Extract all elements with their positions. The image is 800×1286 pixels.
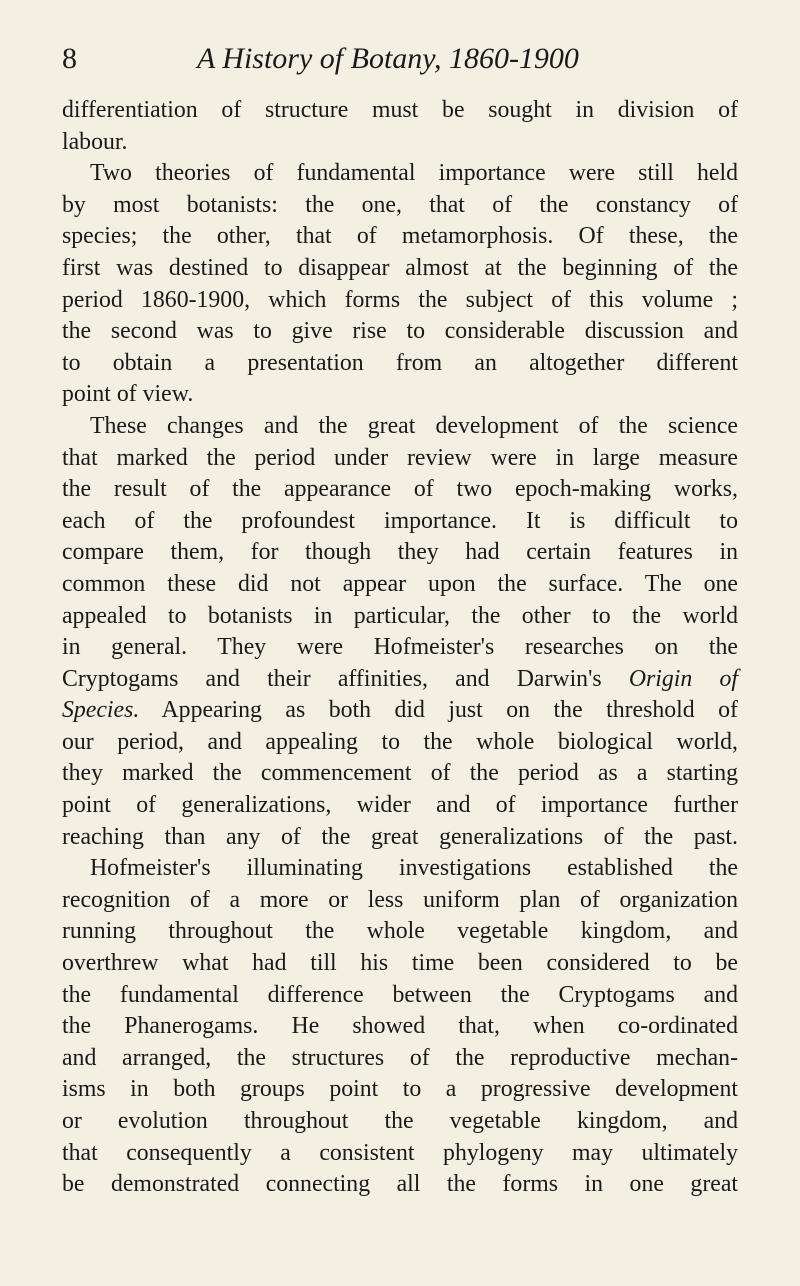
- text-line: that consequently a consistent phylogeny may ultimately: [62, 1139, 738, 1166]
- text-line: point of view.: [62, 381, 194, 408]
- text-line: recognition of a more or less uniform plan of organization: [62, 886, 738, 913]
- text-line: labour.: [62, 128, 128, 155]
- text-line: they marked the commencement of the period as a starting: [62, 760, 738, 787]
- text-line: the result of the appearance of two epoch-making works,: [62, 476, 738, 503]
- text-line: Two theories of fundamental importance were still held: [90, 160, 738, 187]
- italic-title-fragment: Species.: [62, 697, 140, 724]
- text-line-with-italic: [62, 695, 738, 727]
- text-line: Hofmeister's illuminating investigations established the: [90, 855, 738, 882]
- text-line: to obtain a presentation from an altogether different: [62, 349, 738, 376]
- text-line: by most botanists: the one, that of the constancy of: [62, 191, 738, 218]
- text-line: appealed to botanists in particular, the other to the world: [62, 602, 738, 629]
- text-line: the Phanerogams. He showed that, when co-ordinated: [62, 1013, 738, 1040]
- text-line: overthrew what had till his time been considered to be: [62, 950, 738, 977]
- text-line: in general. They were Hofmeister's researches on the: [62, 634, 738, 661]
- running-head: [62, 42, 738, 82]
- text-line: our period, and appealing to the whole biological world,: [62, 728, 738, 755]
- text-line: first was destined to disappear almost at the beginning of the: [62, 254, 738, 281]
- text-line: compare them, for though they had certain features in: [62, 539, 738, 566]
- text-line: These changes and the great development of the science: [90, 412, 738, 439]
- text-line-with-italic: [62, 664, 738, 696]
- book-title: A History of Botany, 1860-1900: [197, 42, 579, 75]
- text-line: isms in both groups point to a progressive development: [62, 1076, 738, 1103]
- text-line: differentiation of structure must be sought in division of: [62, 97, 738, 123]
- body-text: [62, 95, 738, 1201]
- text-line: period 1860-1900, which forms the subject of this volume ;: [62, 286, 738, 313]
- text-line: that marked the period under review were in large measure: [62, 444, 738, 471]
- text-line: point of generalizations, wider and of importance further: [62, 792, 738, 819]
- italic-title-fragment: Origin of: [628, 665, 738, 692]
- text-line: the second was to give rise to considerable discussion and: [62, 318, 738, 345]
- text-fragment: Cryptogams and their affinities, and Darwin's: [62, 665, 629, 692]
- text-line: or evolution throughout the vegetable kingdom, and: [62, 1108, 738, 1134]
- page-number: 8: [62, 42, 77, 75]
- text-line: common these did not appear upon the surface. The one: [62, 570, 738, 597]
- text-line: reaching than any of the great generalizations of the past.: [62, 823, 738, 850]
- text-line: each of the profoundest importance. It is difficult to: [62, 507, 738, 534]
- text-line: and arranged, the structures of the reproductive mechan-: [62, 1044, 738, 1071]
- text-line: be demonstrated connecting all the forms in one great: [62, 1171, 738, 1198]
- text-line: running throughout the whole vegetable kingdom, and: [62, 918, 738, 945]
- text-line: the fundamental difference between the Cryptogams and: [62, 981, 738, 1008]
- text-line: species; the other, that of metamorphosis. Of these, the: [62, 223, 738, 250]
- text-fragment: Appearing as both did just on the threshold of: [139, 697, 738, 724]
